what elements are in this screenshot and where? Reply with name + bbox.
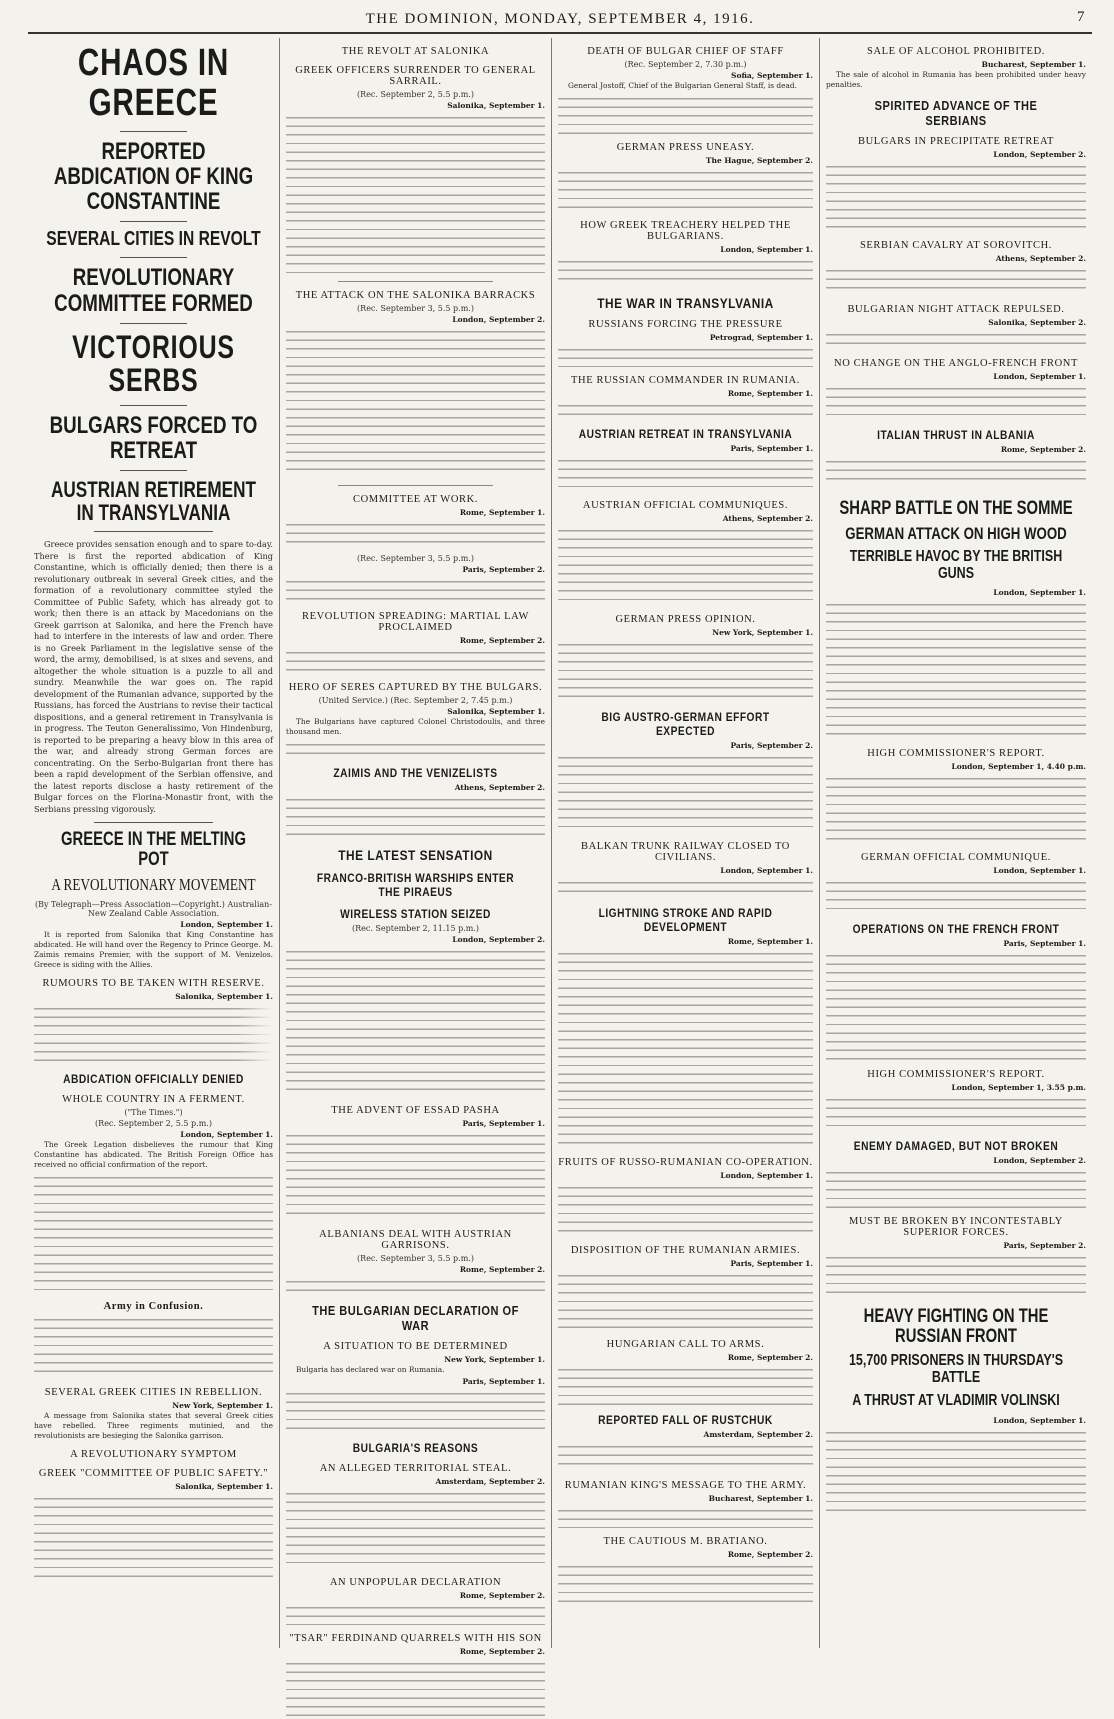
dateline: Bucharest, September 1. [708,1494,813,1503]
dateline: Rome, September 1. [459,508,545,517]
column-3 [552,38,820,1648]
article-text-block [34,1315,273,1379]
masthead [28,6,1092,34]
column-2 [280,38,552,1656]
article-text-block [558,168,813,212]
article-text-block [286,1131,545,1221]
dateline: Petrograd, September 1. [709,333,813,342]
article-text-block [286,795,545,839]
headline-havoc: TERRIBLE HAVOC BY THE BRITISH GUNS [849,547,1063,582]
subhead: ABDICATION OFFICIALLY DENIED [63,1072,244,1087]
subhead: A SITUATION TO BE DETERMINED [323,1341,508,1352]
subhead: WHOLE COUNTRY IN A FERMENT. [62,1094,245,1106]
section-heading: SALE OF ALCOHOL PROHIBITED. [867,46,1045,57]
article-text-block [826,162,1086,232]
dateline: London, September 1. [720,245,813,254]
headline-revolutionary-committee: REVOLUTIONARY COMMITTEE FORMED [54,264,253,317]
dateline: Rome, September 2. [1000,445,1086,454]
article-text-block [826,878,1086,914]
article-text-block [286,648,545,674]
received-line: (Rec. September 2, 5.5 p.m.) [357,90,474,99]
section-heading: THE BULGARIAN DECLARATION OF WAR [312,1303,519,1333]
article-text-block [826,774,1086,844]
article-text-block [286,577,545,603]
subhead: RUMOURS TO BE TAKEN WITH RESERVE. [42,978,265,990]
divider [94,531,214,532]
masthead-title: THE DOMINION, MONDAY, SEPTEMBER 4, 1916. [365,10,755,27]
dateline: Rome, September 2. [459,636,545,645]
section-heading: HIGH COMMISSIONER'S REPORT. [867,748,1045,760]
divider [120,131,187,132]
section-heading: FRUITS OF RUSSO-RUMANIAN CO-OPERATION. [558,1157,813,1168]
headline-high-wood: GERMAN ATTACK ON HIGH WOOD [845,523,1067,543]
subhead: A REVOLUTIONARY SYMPTOM [70,1449,237,1461]
credit-line: (By Telegraph—Press Association—Copyright.) Australian-New Zealand Cable Association. [34,900,273,919]
headline-russian-front: HEAVY FIGHTING ON THE RUSSIAN FRONT [863,1306,1049,1348]
subhead: SEVERAL GREEK CITIES IN REBELLION. [44,1387,263,1399]
dateline: Salonika, September 1. [447,707,545,716]
section-heading: BIG AUSTRO-GERMAN EFFORT EXPECTED [601,710,770,738]
section-heading: REPORTED FALL OF RUSTCHUK [598,1413,773,1427]
article-text-block [34,1173,273,1293]
headline-austrian-retirement: AUSTRIAN RETIREMENT IN TRANSYLVANIA [51,477,256,526]
dateline: Paris, September 1. [462,1119,545,1128]
article-text-block [558,401,813,419]
dateline: Salonika, September 1. [175,1482,273,1492]
section-heading: THE REVOLT AT SALONIKA [341,46,490,57]
dateline: Rome, September 2. [459,1265,545,1274]
headline-volinski: A THRUST AT VLADIMIR VOLINSKI [852,1391,1060,1409]
dateline: Athens, September 2. [722,514,813,523]
dateline: London, September 1. [720,866,813,875]
section-heading: SERBIAN CAVALRY AT SOROVITCH. [859,240,1053,251]
dateline: London, September 1, 3.55 p.m. [951,1083,1086,1093]
section-heading: NO CHANGE ON THE ANGLO-FRENCH FRONT [834,358,1078,369]
dateline: Rome, September 1. [727,389,813,398]
article-text-block [826,330,1086,350]
dateline: London, September 2. [452,935,545,944]
article-text-block [286,740,545,758]
lead-article: Greece provides sensation enough and to spare to-day. There is first the reported abdication of King Constantine, which is officially denied; then there is a revolutionary outbreak in several Greek cities, and the formation of a revolutionary committee styled the Committee of Public Safety, which has already got to work; then there is an attack by Macedonians on the Greek garrison at Salonika, and here the French have had to interfere in the interests of law and order. There is no Greek Parliament in the legislative sense of the word, the army, demobilised, is at sixes and sevens, and altogether the whole situation is a puzzle to all and sundry. Meanwhile the war goes on. The rapid development of the Rumanian advance, supported by the Russians, has forced the Austrians to revise their tactical dispositions, and a general retirement in Transylvania is in progress. The Teuton Generalissimo, Von Hindenburg, is reported to be preparing a heavy blow in this area of the war, and already strong German forces are concentrating. On the Serbo-Bulgarian front there has been a rapid development of the Serbian offensive, and the latest reports disclose a hasty retirement of the Bulgar forces on the Florina-Monastir front, with the Serbians pressing vigorously. [34,539,273,814]
dateline: Paris, September 2. [1003,1241,1086,1251]
dateline: Sofia, September 1. [731,71,813,80]
subhead: FRANCO-BRITISH WARSHIPS ENTER THE PIRAEUS [316,871,515,899]
section-heading: ENEMY DAMAGED, BUT NOT BROKEN [853,1139,1059,1154]
divider [338,281,493,282]
subhead: GREEK OFFICERS SURRENDER TO GENERAL SARRAIL. [295,65,536,87]
dateline: Paris, September 1. [730,444,813,453]
section-heading: BULGARIAN NIGHT ATTACK REPULSED. [847,304,1065,315]
section-heading: REVOLUTION SPREADING: MARTIAL LAW PROCLAIMED [301,611,530,633]
article-text: A message from Salonika states that several Greek cities have rebelled. Three regiments mutinied, and the revolutionists are besieging the Salonika garrison. [34,1411,273,1441]
dateline: Paris, September 1. [1003,939,1086,949]
headline-abdication: REPORTED ABDICATION OF KING CONSTANTINE [53,137,254,216]
column-4 [820,38,1092,1648]
section-heading: THE RUSSIAN COMMANDER IN RUMANIA. [571,375,800,386]
section-heading: ZAIMIS AND THE VENIZELISTS [333,766,498,780]
received-line: (Rec. September 3, 5.5 p.m.) [357,304,474,313]
section-heading: THE ADVENT OF ESSAD PASHA [331,1105,500,1116]
article-text: The Bulgarians have captured Colonel Christodoulis, and three thousand men. [286,717,545,736]
article-text-block [558,1506,813,1528]
dateline: Amsterdam, September 2. [435,1477,545,1486]
section-heading: LIGHTNING STROKE AND RAPID DEVELOPMENT [598,906,773,934]
article-text-block [826,1253,1086,1297]
subhead: BULGARS IN PRECIPITATE RETREAT [858,136,1054,147]
section-heading: HERO OF SERES CAPTURED BY THE BULGARS. [288,682,543,693]
article-text-block [826,600,1086,740]
subhead: Army in Confusion. [103,1301,204,1313]
dateline: Rome, September 2. [459,1647,545,1656]
article-text: It is reported from Salonika that King Constantine has abdicated. He will hand over the Regency to Prince George. M. Zaimis remains Premier, with the support of M. Venizelos. Greece is siding with the Allies. [34,930,273,970]
article-text-block [286,327,545,477]
columns [28,38,1092,1656]
article-text-block [558,456,813,492]
section-heading: AUSTRIAN RETREAT IN TRANSYLVANIA [578,427,793,441]
article-text-block [286,520,545,550]
article-text-block [558,345,813,367]
dateline: Rome, September 2. [459,1591,545,1600]
section-heading: THE LATEST SENSATION [338,847,493,863]
subhead: GREEK "COMMITTEE OF PUBLIC SAFETY." [38,1468,269,1480]
article-text-block [286,1277,545,1295]
article-text-block [558,1271,813,1331]
article-text-block [558,640,813,702]
dateline: Salonika, September 2. [988,318,1086,327]
dateline: Rome, September 2. [727,1353,813,1362]
dateline: London, September 1, 4.40 p.m. [951,762,1086,772]
article-text-block [558,1183,813,1237]
article-text: Bulgaria has declared war on Rumania. [296,1365,445,1374]
section-heading: DEATH OF BULGAR CHIEF OF STAFF [587,46,784,57]
page-number: 7 [1077,9,1086,25]
dateline: Athens, September 2. [454,783,545,792]
section-heading: THE CAUTIOUS M. BRATIANO. [603,1536,768,1547]
divider [338,485,493,486]
section-heading: ALBANIANS DEAL WITH AUSTRIAN GARRISONS. [319,1229,512,1251]
divider [120,323,187,324]
headline-victorious-serbs: VICTORIOUS SERBS [72,328,235,399]
article-text-block [558,1562,813,1602]
section-heading: GERMAN PRESS OPINION. [615,614,756,625]
dateline: New York, September 1. [444,1355,545,1364]
section-heading: MUST BE BROKEN BY INCONTESTABLY SUPERIOR FORCES. [849,1216,1063,1239]
section-heading: "TSAR" FERDINAND QUARRELS WITH HIS SON [289,1633,542,1644]
headline-cities-in-revolt: SEVERAL CITIES IN REVOLT [46,228,261,251]
column-1 [28,38,280,1648]
divider [120,470,187,471]
article-text-block [558,257,813,287]
article-text-block [286,1489,545,1569]
received-line: (United Service.) (Rec. September 2, 7.45 p.m.) [318,696,513,705]
dateline: Paris, September 2. [730,741,813,750]
article-text-block [826,266,1086,296]
article-text-block [558,1442,813,1472]
source-line: ("The Times.") [124,1108,183,1118]
section-heading: AN UNPOPULAR DECLARATION [329,1577,502,1588]
dateline: London, September 1. [993,372,1086,381]
divider [94,822,214,823]
section-heading: ITALIAN THRUST IN ALBANIA [877,428,1035,442]
section-heading: GERMAN PRESS UNEASY. [616,142,755,153]
article-text-block [286,113,545,273]
section-heading: BULGARIA'S REASONS [352,1441,479,1455]
section-heading: OPERATIONS ON THE FRENCH FRONT [852,922,1060,937]
article-text-block [826,1168,1086,1208]
received-line: (Rec. September 2, 5.5 p.m.) [95,1119,212,1129]
article-text-block [558,94,813,134]
divider [120,221,187,222]
dateline: New York, September 1. [712,628,813,637]
article-text: The sale of alcohol in Rumania has been prohibited under heavy penalties. [826,70,1086,89]
article-text: The Greek Legation disbelieves the rumour that King Constantine has abdicated. The British Foreign Office has received no official confirmation of the report. [34,1140,273,1170]
article-text-block [826,1428,1086,1518]
article-text-block [558,1365,813,1405]
headline-revolutionary-movement: A REVOLUTIONARY MOVEMENT [51,875,256,895]
section-heading: HOW GREEK TREACHERY HELPED THE BULGARIANS. [580,220,791,242]
dateline: Rome, September 1. [727,937,813,946]
divider [120,405,187,406]
section-heading: SPIRITED ADVANCE OF THE SERBIANS [874,98,1038,128]
article-text-block [826,1095,1086,1131]
section-heading: THE ATTACK ON THE SALONIKA BARRACKS [295,290,536,301]
article-text-block [558,526,813,606]
headline-somme: SHARP BATTLE ON THE SOMME [839,498,1073,519]
section-heading: RUMANIAN KING'S MESSAGE TO THE ARMY. [564,1480,807,1491]
subhead: RUSSIANS FORCING THE PRESSURE [588,319,783,330]
section-heading: COMMITTEE AT WORK. [352,494,479,505]
article-text-block [286,1659,545,1719]
dateline: New York, September 1. [172,1401,273,1411]
subhead: WIRELESS STATION SEIZED [340,907,491,921]
section-heading: HUNGARIAN CALL TO ARMS. [606,1339,765,1350]
dateline: Salonika, September 1. [175,992,273,1002]
article-text-block [286,947,545,1097]
article-text-block [826,457,1086,485]
article-text-block [286,1389,545,1433]
section-heading: DISPOSITION OF THE RUMANIAN ARMIES. [570,1245,801,1256]
dateline: London, September 2. [993,150,1086,159]
subhead: AN ALLEGED TERRITORIAL STEAL. [319,1463,512,1474]
article-text-block [34,1494,273,1584]
dateline: Athens, September 2. [995,254,1086,263]
dateline: London, September 1. [180,1130,273,1140]
section-heading: THE WAR IN TRANSYLVANIA [597,295,774,311]
article-text-block [34,1004,273,1064]
section-heading: BALKAN TRUNK RAILWAY CLOSED TO CIVILIANS. [581,841,790,863]
dateline: Paris, September 1. [730,1259,813,1268]
divider [120,257,187,258]
dateline: London, September 1. [180,920,273,930]
dateline: Paris, September 1. [462,1377,545,1386]
received-line: (Rec. September 3, 5.5 p.m.) [357,1254,474,1263]
dateline: London, September 1. [993,866,1086,876]
headline-chaos-in-greece: CHAOS IN GREECE [77,42,230,124]
dateline: Bucharest, September 1. [981,60,1086,69]
dateline: London, September 1. [993,1415,1086,1425]
article-text-block [558,949,813,1149]
dateline: London, September 2. [993,1156,1086,1166]
received-line: (Rec. September 3, 5.5 p.m.) [357,554,474,563]
dateline: London, September 1. [720,1171,813,1180]
article-text-block [286,1603,545,1625]
article-text-block [558,878,813,898]
article-text-block [558,753,813,833]
article-text: General Jostoff, Chief of the Bulgarian General Staff, is dead. [568,81,797,90]
received-line: (Rec. September 2, 11.15 p.m.) [351,924,480,933]
article-text-block [826,951,1086,1061]
dateline: The Hague, September 2. [705,156,813,165]
section-heading: AUSTRIAN OFFICIAL COMMUNIQUES. [582,500,789,511]
article-text-block [826,384,1086,420]
dateline: Paris, September 2. [462,565,545,574]
section-heading: HIGH COMMISSIONER'S REPORT. [867,1069,1045,1081]
dateline: Amsterdam, September 2. [703,1430,813,1439]
dateline: Rome, September 2. [727,1550,813,1559]
received-line: (Rec. September 2, 7.30 p.m.) [624,60,747,69]
dateline: London, September 1. [993,588,1086,598]
headline-prisoners: 15,700 PRISONERS IN THURSDAY'S BATTLE [848,1352,1064,1387]
dateline: London, September 2. [452,315,545,324]
headline-melting-pot: GREECE IN THE MELTING POT [60,829,246,871]
section-heading: GERMAN OFFICIAL COMMUNIQUE. [861,852,1051,864]
dateline: Salonika, September 1. [447,101,545,110]
headline-bulgars-retreat: BULGARS FORCED TO RETREAT [49,411,258,465]
